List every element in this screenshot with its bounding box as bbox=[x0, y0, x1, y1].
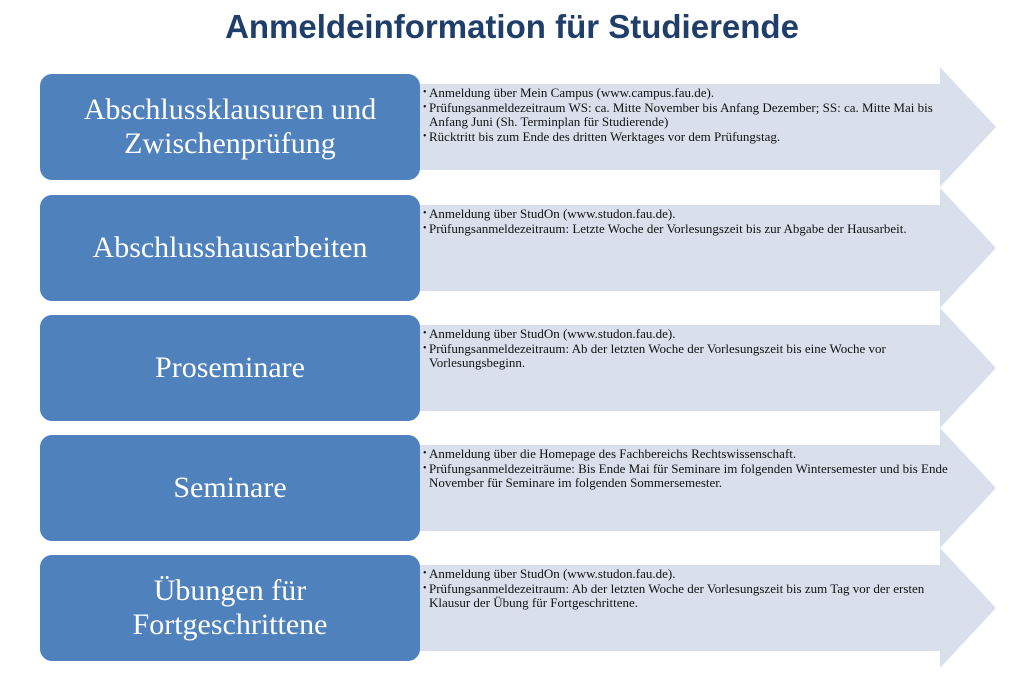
info-bullet-list bbox=[423, 327, 958, 371]
info-bullet: • Anmeldung über StudOn (www.studon.fau.de). bbox=[423, 567, 958, 582]
info-bullet: • Anmeldung über die Homepage des Fachbereichs Rechtswissenschaft. bbox=[423, 447, 958, 462]
category-label: Abschlussklausuren und Zwischenprüfung bbox=[83, 93, 377, 160]
info-bullet: • Rücktritt bis zum Ende des dritten Werktages vor dem Prüfungstag. bbox=[423, 130, 958, 145]
category-box bbox=[40, 435, 420, 541]
category-label: Abschlusshausarbeiten bbox=[92, 231, 368, 265]
info-bullet-list bbox=[423, 86, 958, 144]
info-bullet-list bbox=[423, 447, 958, 491]
info-bullet: • Prüfungsanmeldezeitraum: Ab der letzten Woche der Vorlesungszeit bis eine Woche vor Vorlesungsbeginn. bbox=[423, 342, 958, 371]
category-box bbox=[40, 555, 420, 661]
category-box bbox=[40, 74, 420, 180]
info-bullet-list bbox=[423, 207, 958, 236]
info-bullet: • Anmeldung über Mein Campus (www.campus.fau.de). bbox=[423, 86, 958, 101]
info-bullet: • Anmeldung über StudOn (www.studon.fau.de). bbox=[423, 327, 958, 342]
page-title: Anmeldeinformation für Studierende bbox=[225, 8, 799, 45]
info-bullet: • Anmeldung über StudOn (www.studon.fau.de). bbox=[423, 207, 958, 222]
info-bullet: • Prüfungsanmeldezeitraum: Ab der letzten Woche der Vorlesungszeit bis zum Tag vor der ersten Klausur der Übung für Fortgeschrittene. bbox=[423, 582, 958, 611]
category-label: Übungen für Fortgeschrittene bbox=[132, 574, 328, 641]
category-box bbox=[40, 315, 420, 421]
info-bullet: • Prüfungsanmeldezeitraum WS: ca. Mitte November bis Anfang Dezember; SS: ca. Mitte Mai bis Anfang Juni (Sh. Terminplan für Studierende) bbox=[423, 101, 958, 130]
info-bullet-list bbox=[423, 567, 958, 611]
category-box bbox=[40, 195, 420, 301]
category-label: Seminare bbox=[173, 471, 287, 505]
category-label: Proseminare bbox=[155, 351, 305, 385]
info-bullet: • Prüfungsanmeldezeitraum: Letzte Woche der Vorlesungszeit bis zur Abgabe der Hausarbeit. bbox=[423, 222, 958, 237]
info-bullet: • Prüfungsanmeldezeiträume: Bis Ende Mai für Seminare im folgenden Wintersemester und bis Ende November für Seminare im folgenden Sommersemester. bbox=[423, 462, 958, 491]
